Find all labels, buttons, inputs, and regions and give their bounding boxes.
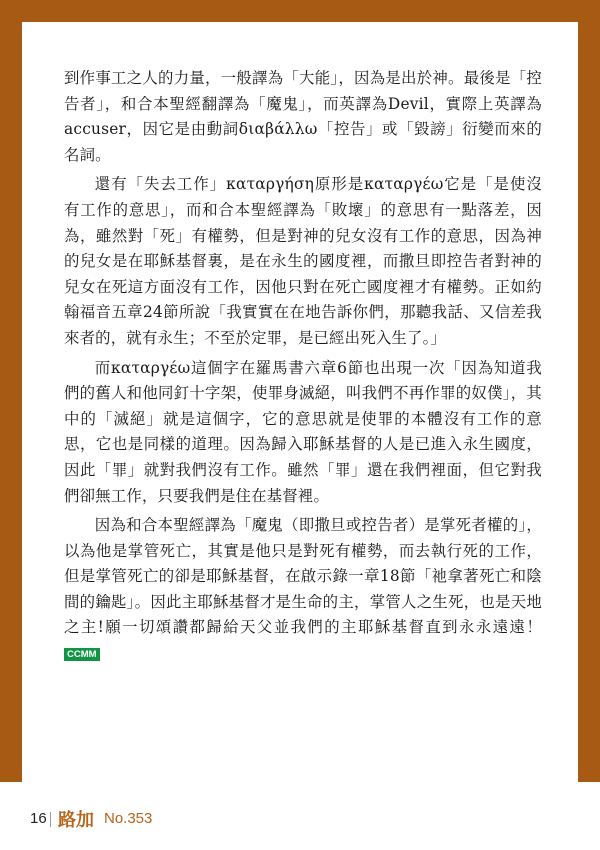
ccmm-badge: CCMM [64, 648, 100, 661]
paragraph-2-text: 還有「失去工作」καταργήση原形是καταργέω它是「是使沒有工作的意思」，而和合本聖經譯為「敗壞」的意思有一點落差，因為，雖然對「死」有權勢，但是對神的兒女沒有工作的意思，因為神的兒女是在耶穌基督裏，是在永生的國度裡，而撒旦即控告者對神的兒女在死這方面沒有工作，因他只對在死亡國度裡才有權勢。正如約翰福音五章24節所說 [64, 175, 542, 322]
paragraph-3-text-cont: ，其中的「滅絕」就是這個字，它的意思就是使罪的本體沒有工作的意思，它也是同樣的道理。因為歸入耶穌基督的人是已進入永生國度，因此「罪」就對我們沒有工作。雖然「罪」還在我們裡面，但它對我們卻無工作，只要我們是住在基督裡。 [64, 384, 542, 505]
issue-number: No.353 [104, 810, 153, 827]
paragraph-4 [64, 513, 542, 667]
page-number: 16 [30, 810, 47, 827]
scripture-quote-romans: 「因為知道我們的舊人和他同釘十字架，使罪身滅絕，叫我們不再作罪的奴僕」 [64, 358, 543, 403]
paragraph-1-text: 到作事工之人的力量，一般譯為「大能」，因為是出於神。最後是「控告者」，和合本聖經翻譯為「魔鬼」，而英譯為Devil，實際上英譯為accuser，因它是由動詞διαβάλλω「控告」或「毀謗」衍變而來的名詞。 [64, 69, 542, 164]
scripture-quote-john: 「我實實在在地告訴你們，那聽我話、又信差我來者的，就有永生；不至於定罪，是已經出死入生了。」 [64, 303, 543, 347]
paragraph-2 [64, 172, 542, 351]
footer-divider [50, 812, 51, 827]
magazine-logo: 路加 [58, 810, 94, 831]
paragraph-3 [64, 356, 542, 510]
paragraph-4-text: 因為和合本聖經譯為「魔鬼（即撒旦或控告者）是掌死者權的」，以為他是掌管死亡，其實是他只是對死有權勢，而去執行死的工作，但是掌管死亡的卻是耶穌基督，在啟示錄一章18節「祂拿著死亡和陰間的鑰匙」。因此主耶穌基督才是生命的主，掌管人之生死，也是天地之主!願一切頌讚都歸給天父並我們的主耶穌基督直到永永遠遠！ [64, 516, 542, 637]
paragraph-1 [64, 66, 542, 168]
article-body [64, 66, 542, 671]
page-footer [0, 782, 600, 850]
paragraph-3-text: 而καταργέω這個字在羅馬書六章6節也出現一次 [94, 358, 446, 377]
